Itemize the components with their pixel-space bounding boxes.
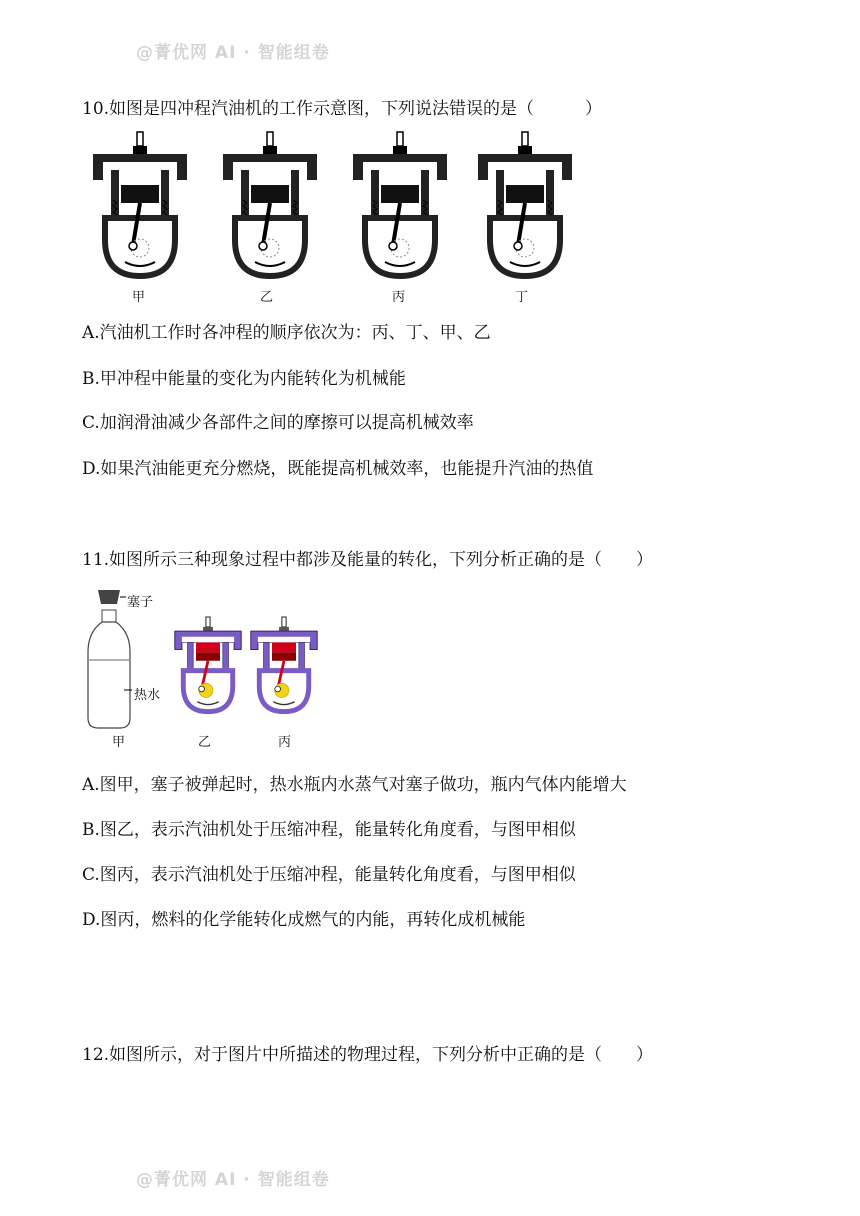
watermark-bottom: @菁优网 AI · 智能组卷 [136,1170,330,1190]
question-10-stem: 10.如图是四冲程汽油机的工作示意图，下列说法错误的是（ ） [82,99,603,119]
stopper-label: 塞子 [127,595,154,610]
question-12-stem: 12.如图所示，对于图片中所描述的物理过程，下列分析中正确的是（ ） [82,1045,654,1065]
engine-label-ding: 丁 [515,290,529,305]
hot-water-label: 热水 [134,688,161,703]
q10-option-a: A.汽油机工作时各冲程的顺序依次为：丙、丁、甲、乙 [82,323,491,343]
figure-label-jia: 甲 [112,735,126,750]
engine-label-yi: 乙 [260,290,274,305]
watermark-top: @菁优网 AI · 智能组卷 [136,43,330,63]
engine-figure-ding [470,130,580,280]
q10-option-c: C.加润滑油减少各部件之间的摩擦可以提高机械效率 [82,413,474,433]
engine-figure-yi-color [172,603,244,727]
q10-option-b: B.甲冲程中能量的变化为内能转化为机械能 [82,369,406,389]
q11-option-c: C.图丙，表示汽油机处于压缩冲程，能量转化角度看，与图甲相似 [82,865,576,885]
engine-figure-jia [85,130,195,280]
engine-figure-yi [215,130,325,280]
engine-label-jia: 甲 [132,290,146,305]
question-11-stem: 11.如图所示三种现象过程中都涉及能量的转化，下列分析正确的是（ ） [82,550,654,570]
engine-figure-bing [345,130,455,280]
q10-option-d: D.如果汽油能更充分燃烧，既能提高机械效率，也能提升汽油的热值 [82,459,594,479]
engine-figure-bing-color [248,603,320,727]
engine-label-bing: 丙 [392,290,406,305]
q11-option-b: B.图乙，表示汽油机处于压缩冲程，能量转化角度看，与图甲相似 [82,820,576,840]
figure-label-bing: 丙 [278,735,292,750]
figure-label-yi: 乙 [198,735,212,750]
q11-option-a: A.图甲，塞子被弹起时，热水瓶内水蒸气对塞子做功，瓶内气体内能增大 [82,775,627,795]
q11-option-d: D.图丙，燃料的化学能转化成燃气的内能，再转化成机械能 [82,910,526,930]
